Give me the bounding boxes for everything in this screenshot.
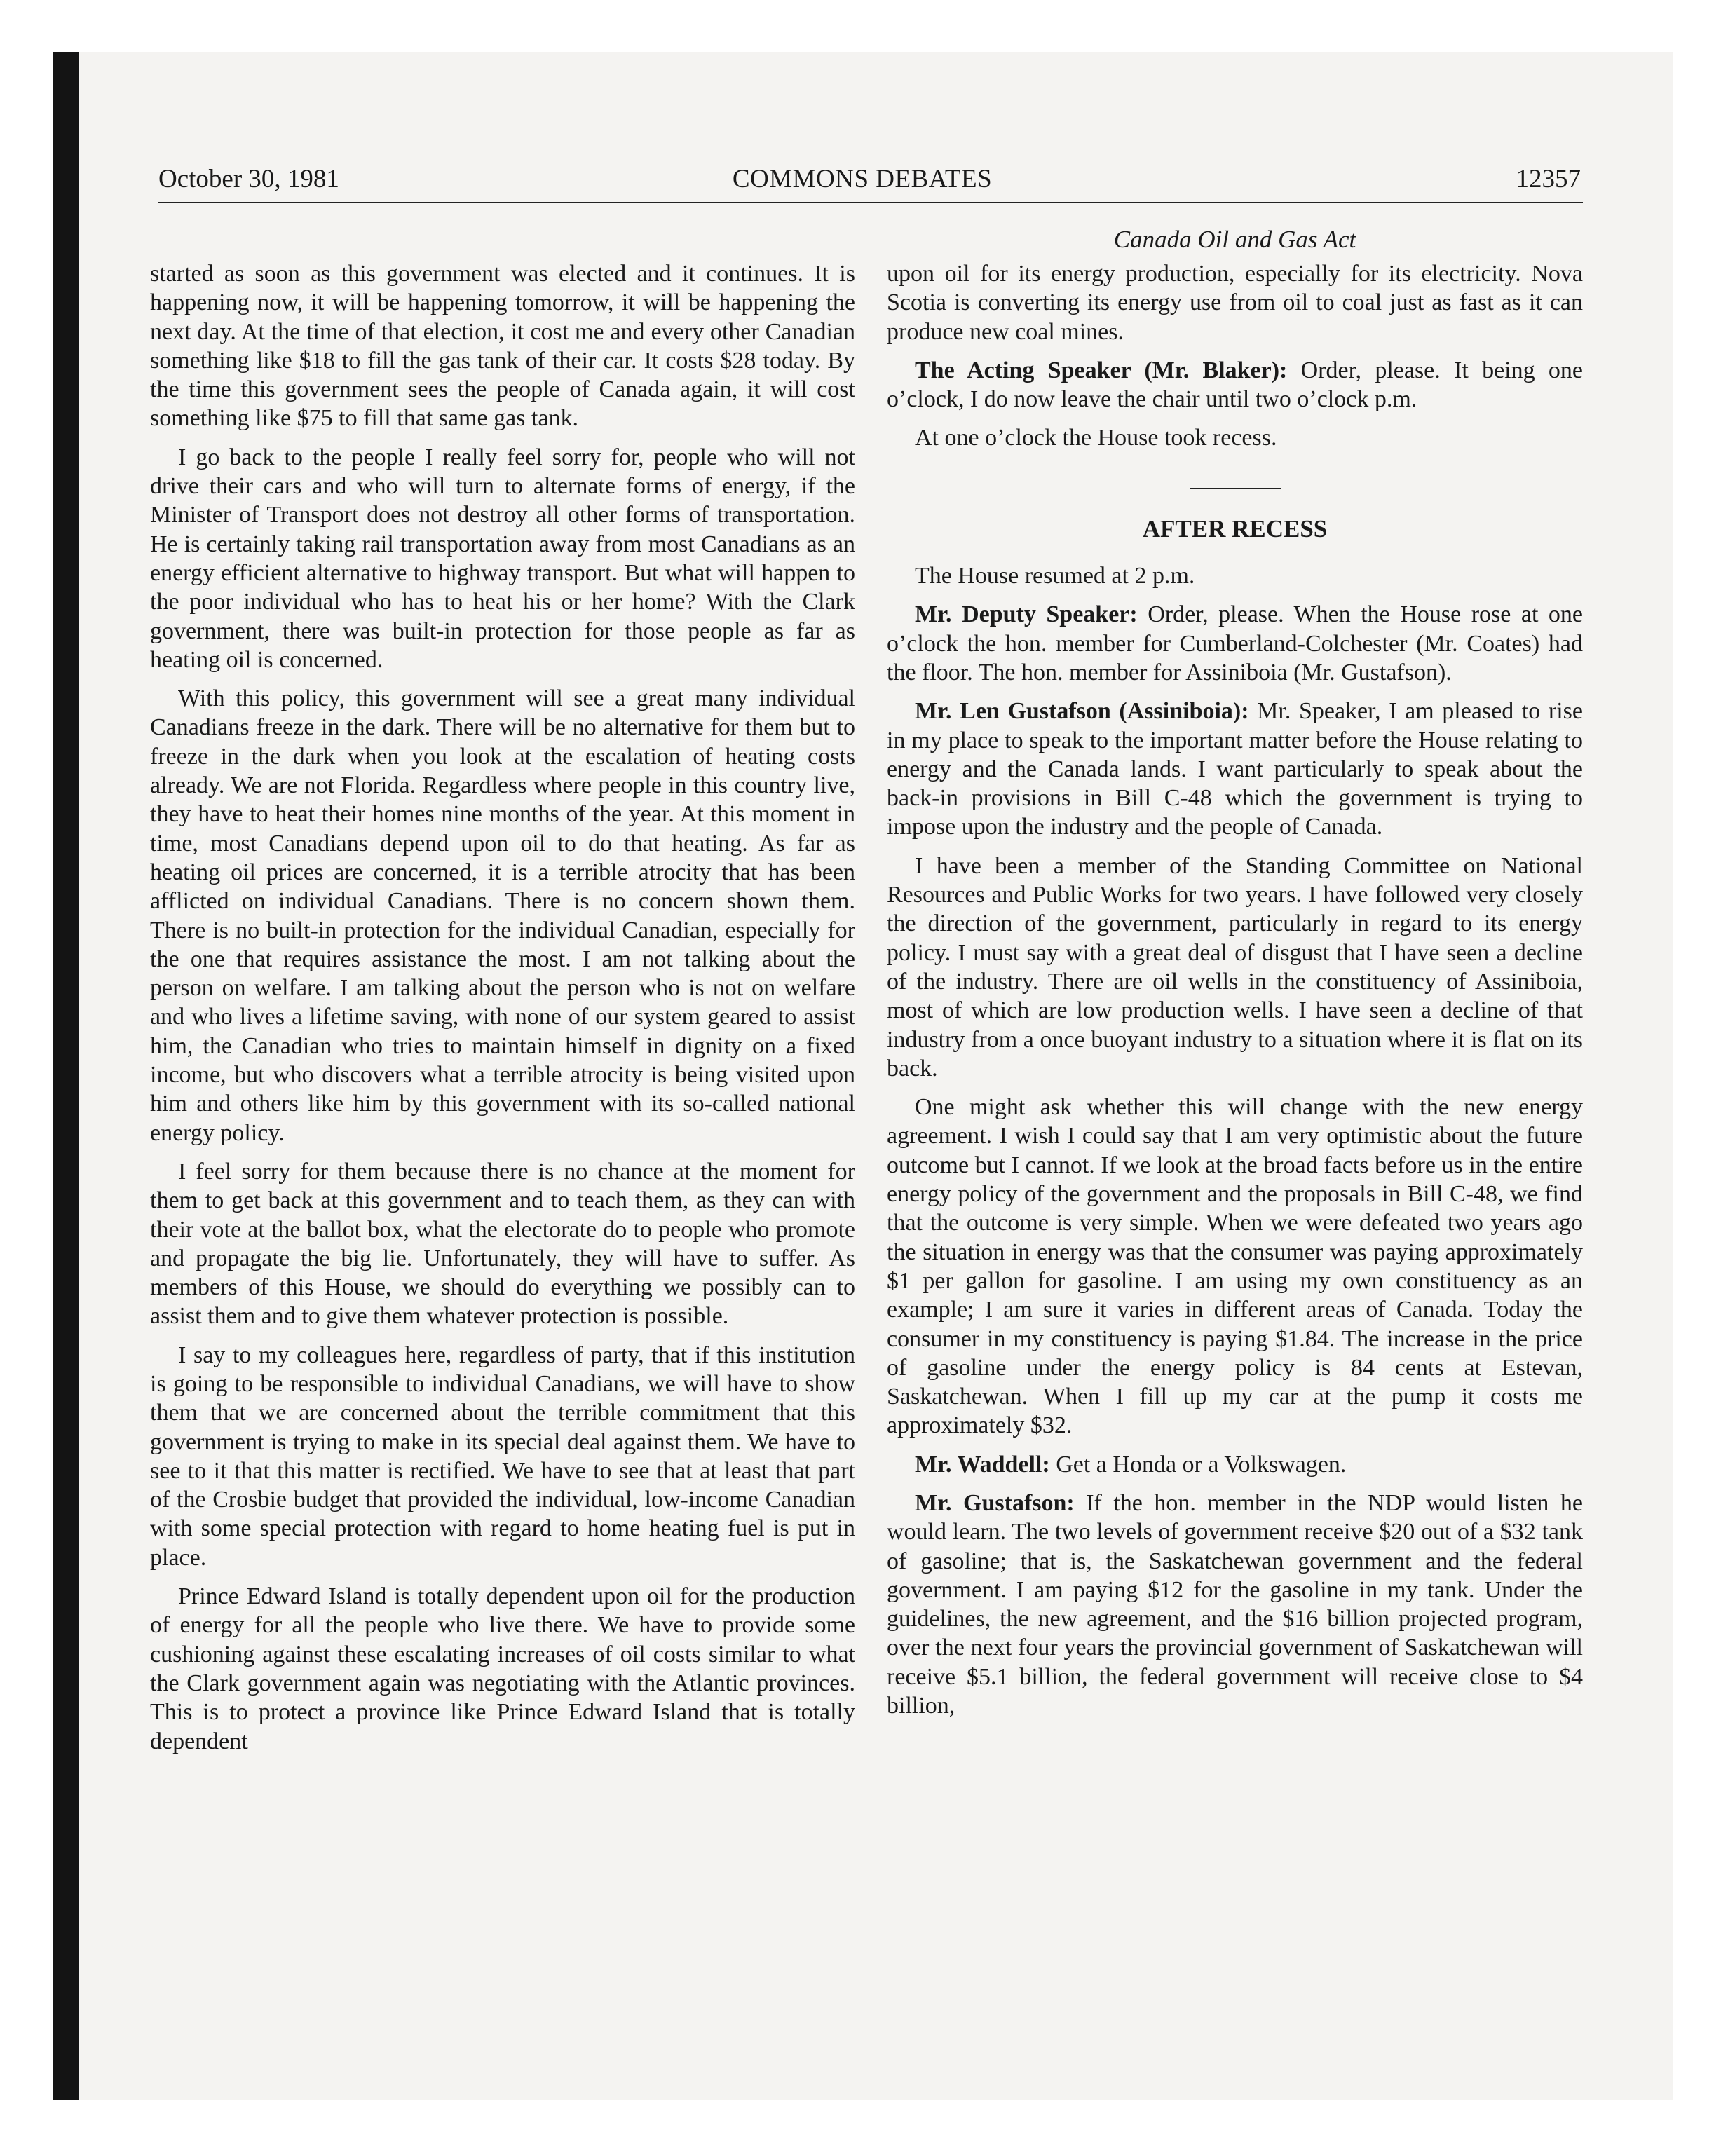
paragraph: One might ask whether this will change with the new energy agreement. I wish I could say that I am very optimistic about the future outcome but I cannot. If we look at the broad facts before us in the entire energy policy of the government and the proposals in Bill C-48, we find that the outcome is very simple. When we were defeated two years ago the situation in energy was that the consumer was paying approximately $1 per gallon for gasoline. I am using my own constituency as an example; I am sure it varies in different areas of Canada. Today the consumer in my constituency is paying $1.84. The increase in the price of gasoline under the energy policy is 84 cents at Estevan, Saskatchewan. When I fill up my car at the pump it costs me approximately $32.	[887, 1094, 1583, 1439]
paragraph: started as soon as this government was elected and it continues. It is happening now, it will be happening tomorrow, it will be happening the next day. At the time of that election, it cost me and every other Canadian something like $18 to fill the gas tank of their car. It costs $28 today. By the time this government sees the people of Canada again, it will cost something like $75 to fill that same gas tank.	[150, 261, 855, 432]
speech-paragraph	[887, 1489, 1583, 1720]
speech-paragraph	[887, 356, 1583, 414]
speech-text: If the hon. member in the NDP would listen he would learn. The two levels of government receive $20 out of a $32 tank of gasoline; that is, the Saskatchewan government and the federal government. I am paying $12 for the gasoline in my tank. Under the guidelines, the new agreement, and the $16 billion projected program, over the next four years the provincial government of Saskatchewan will receive $5.1 billion, the federal government will receive close to $4 billion,	[887, 1489, 1583, 1719]
header-title: COMMONS DEBATES	[732, 165, 993, 193]
speech-paragraph	[887, 600, 1583, 687]
header-date: October 30, 1981	[158, 165, 339, 193]
speaker-name: Mr. Gustafson:	[915, 1489, 1075, 1516]
speaker-name: Mr. Len Gustafson (Assiniboia):	[915, 698, 1249, 725]
paragraph: I go back to the people I really feel sorry for, people who will not drive their cars and who will turn to alternate forms of energy, if the Minister of Transport does not destroy all other forms of transportation. He is certainly taking rail transportation away from most Canadians as an energy efficient alternative to highway transport. But what will happen to the poor individual who has to heat his or her home? With the Clark government, there was built-in protection for those people as far as heating oil is concerned.	[150, 444, 855, 673]
after-recess-heading: AFTER RECESS	[1142, 514, 1328, 543]
speech-paragraph	[887, 1450, 1583, 1479]
paragraph: With this policy, this government will see a great many individual Canadians freeze in the dark. There will be no alternative for them but to freeze in the dark when you look at the escalation of heating costs already. We are not Florida. Regardless where people in this country live, they have to heat their homes nine months of the year. At this moment in time, most Canadians depend upon oil to do that heating. As far as heating oil prices are concerned, it is a terrible atrocity that has been afflicted on individual Canadians. There is no concern shown them. There is no built-in protection for the individual Canadian, especially for the one that requires assistance the most. I am not talking about the person on welfare. I am talking about the person who is not on welfare and who lives a lifetime saving, with none of our system geared to assist him, the Canadian who tries to maintain himself in dignity on a fixed income, but who discovers what a terrible atrocity is being visited upon him and others like him by this government with its so-called national energy policy.	[150, 685, 855, 1146]
speaker-name: Mr. Deputy Speaker:	[915, 601, 1138, 628]
speech-text: Order, please. It being one o’clock, I do now leave the chair until two o’clock p.m.	[887, 357, 1583, 413]
right-column	[887, 259, 1583, 1730]
speaker-name: The Acting Speaker (Mr. Blaker):	[915, 357, 1288, 383]
speech-paragraph	[887, 697, 1583, 841]
scan-border	[53, 52, 79, 2100]
paragraph: At one o’clock the House took recess.	[915, 425, 1277, 451]
paragraph: Prince Edward Island is totally dependent upon oil for the production of energy for all the people who live there. We have to provide some cushioning against these escalating increases of oil costs similar to what the Clark government again was negotiating with the Atlantic provinces. This is to protect a province like Prince Edward Island that is totally dependent	[150, 1583, 855, 1754]
speaker-name: Mr. Waddell:	[915, 1451, 1050, 1478]
paragraph: I say to my colleagues here, regardless of party, that if this institution is going to be responsible to individual Canadians, we will have to show them that we are concerned about the terrible commitment that this government is trying to make in its special deal against them. We have to see to it that this matter is rectified. We have to see that at least that part of the Crosbie budget that provided the individual, low-income Canadian with some special protection with regard to home heating fuel is put in place.	[150, 1342, 855, 1571]
section-title: Canada Oil and Gas Act	[1113, 226, 1356, 253]
header-page-number: 12357	[1516, 165, 1581, 193]
paragraph: I feel sorry for them because there is no chance at the moment for them to get back at this government and to teach them, as they can with their vote at the ballot box, what the electorate do to people who promote and propagate the big lie. Unfortunately, they will have to suffer. As members of this House, we should do everything we possibly can to assist them and to give them whatever protection is possible.	[150, 1158, 855, 1330]
paragraph: The House resumed at 2 p.m.	[915, 563, 1195, 589]
speech-text: Order, please. When the House rose at one o’clock the hon. member for Cumberland-Colchester (Mr. Coates) had the floor. The hon. member for Assiniboia (Mr. Gustafson).	[887, 601, 1583, 685]
speech-text: Mr. Speaker, I am pleased to rise in my place to speak to the important matter before the House relating to energy and the Canada lands. I want particularly to speak about the back-in provisions in Bill C-48 which the government is trying to impose upon the industry and the people of Canada.	[887, 698, 1583, 840]
speech-text: Get a Honda or a Volkswagen.	[1049, 1451, 1347, 1478]
paragraph: upon oil for its energy production, especially for its electricity. Nova Scotia is converting its energy use from oil to coal just as fast as it can produce new coal mines.	[887, 261, 1583, 345]
header-rule	[158, 202, 1583, 203]
section-divider	[1190, 488, 1281, 489]
left-column	[150, 259, 855, 1766]
paragraph: I have been a member of the Standing Committee on National Resources and Public Works for two years. I have followed very closely the direction of the government, particularly in regard to its energy policy. I must say with a great deal of disgust that I have seen a decline of the industry. There are oil wells in the constituency of Assiniboia, most of which are low production wells. I have seen a decline of that industry from a once buoyant industry to a situation where it is flat on its back.	[887, 852, 1583, 1082]
